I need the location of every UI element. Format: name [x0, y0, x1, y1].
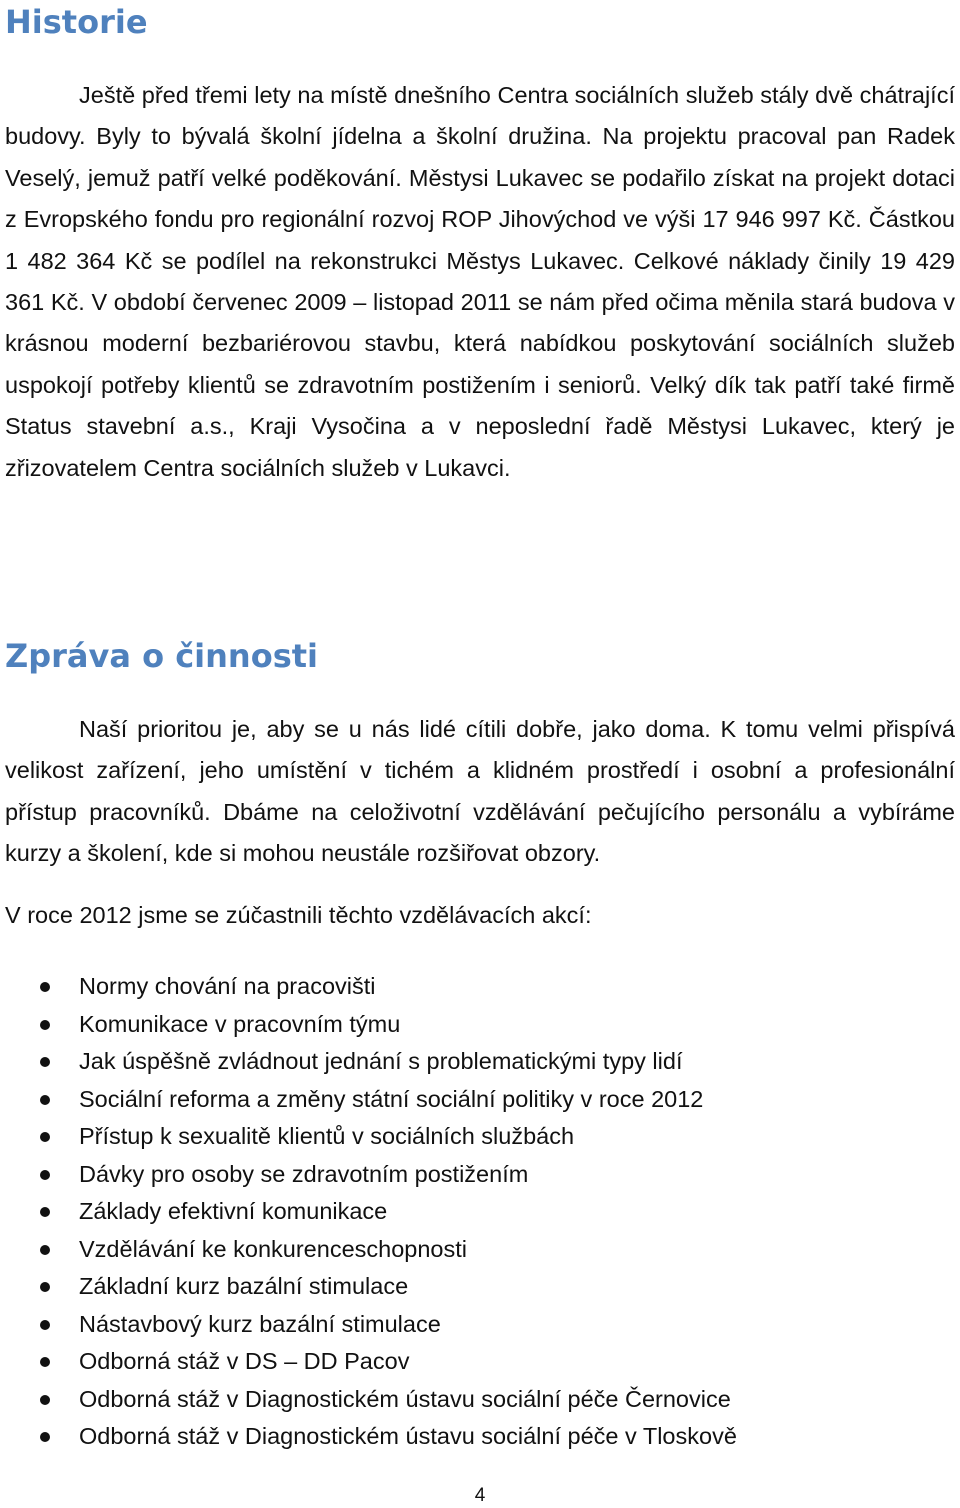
list-item [0, 1006, 737, 1044]
zprava-paragraph: Naší prioritou je, aby se u nás lidé cítili dobře, jako doma. K tomu velmi přispívá velikost zařízení, jeho umístění v tichém a klidném prostředí i osobní a profesionální přístup pracovníků. Dbáme na celoživotní vzdělávání pečujícího personálu a vybíráme kurzy a školení, kde si mohou neustále rozšiřovat obzory. [5, 716, 955, 867]
course-label: Dávky pro osoby se zdravotním postižením [79, 1160, 529, 1187]
course-label: Odborná stáž v Diagnostickém ústavu sociální péče Černovice [79, 1385, 731, 1412]
course-label: Komunikace v pracovním týmu [79, 1010, 401, 1037]
page-number: 4 [474, 1485, 486, 1506]
bullet-icon [40, 1320, 50, 1330]
bullet-icon [40, 1395, 50, 1405]
list-item [0, 1381, 737, 1419]
list-item [0, 1043, 737, 1081]
courses-intro: V roce 2012 jsme se zúčastnili těchto vzdělávacích akcí: [5, 902, 592, 928]
list-item [0, 1118, 737, 1156]
course-label: Jak úspěšně zvládnout jednání s problematickými typy lidí [79, 1048, 683, 1074]
list-item [0, 1418, 737, 1456]
bullet-icon [40, 1245, 50, 1255]
bullet-icon [40, 1357, 50, 1367]
list-item [0, 1193, 737, 1231]
bullet-icon [40, 1432, 50, 1442]
bullet-icon [40, 1095, 50, 1105]
historie-paragraph: Ještě před třemi lety na místě dnešního Centra sociálních služeb stály dvě chátrající budovy. Byly to bývalá školní jídelna a školní družina. Na projektu pracoval pan Radek Veselý, jemuž patří velké poděkování. Městysi Lukavec se podařilo získat na projekt dotaci z Evropského fondu pro regionální rozvoj ROP Jihovýchod ve výši 17 946 997 Kč. Částkou 1 482 364 Kč se podílel na rekonstrukci Městys Lukavec. Celkové náklady činily 19 429 361 Kč. V období červenec 2009 – listopad 2011 se nám před očima měnila stará budova v krásnou moderní bezbariérovou stavbu, která nabídkou poskytování sociálních služeb uspokojí potřeby klientů se zdravotním postižením i seniorů. Velký dík tak patří také firmě Status stavební a.s., Kraji Vysočina a v neposlední řadě Městysi Lukavec, který je zřizovatelem Centra sociálních služeb v Lukavci. [5, 82, 955, 481]
course-label: Sociální reforma a změny státní sociální politiky v roce 2012 [79, 1085, 704, 1112]
course-label: Odborná stáž v DS – DD Pacov [79, 1348, 410, 1374]
course-label: Odborná stáž v Diagnostickém ústavu sociální péče v Tloskově [79, 1423, 737, 1449]
list-item [0, 1343, 737, 1381]
bullet-icon [40, 1132, 50, 1142]
list-item [0, 968, 737, 1006]
course-label: Vzdělávání ke konkurenceschopnosti [79, 1235, 467, 1262]
course-label: Normy chování na pracovišti [79, 973, 376, 999]
list-item [0, 1081, 737, 1119]
bullet-icon [40, 1207, 50, 1217]
bullet-icon [40, 1282, 50, 1292]
bullet-icon [40, 1170, 50, 1180]
courses-list [0, 968, 737, 1456]
bullet-icon [40, 982, 50, 992]
list-item [0, 1306, 737, 1344]
section-title-zprava-o-cinnosti: Zpráva o činnosti [5, 637, 318, 675]
course-label: Přístup k sexualitě klientů v sociálních službách [79, 1123, 575, 1149]
bullet-icon [40, 1020, 50, 1030]
course-label: Nástavbový kurz bazální stimulace [79, 1310, 441, 1337]
bullet-icon [40, 1057, 50, 1067]
list-item [0, 1156, 737, 1194]
list-item [0, 1268, 737, 1306]
course-label: Základní kurz bazální stimulace [79, 1273, 409, 1299]
course-label: Základy efektivní komunikace [79, 1198, 388, 1224]
list-item [0, 1231, 737, 1269]
section-title-historie: Historie [5, 3, 148, 41]
